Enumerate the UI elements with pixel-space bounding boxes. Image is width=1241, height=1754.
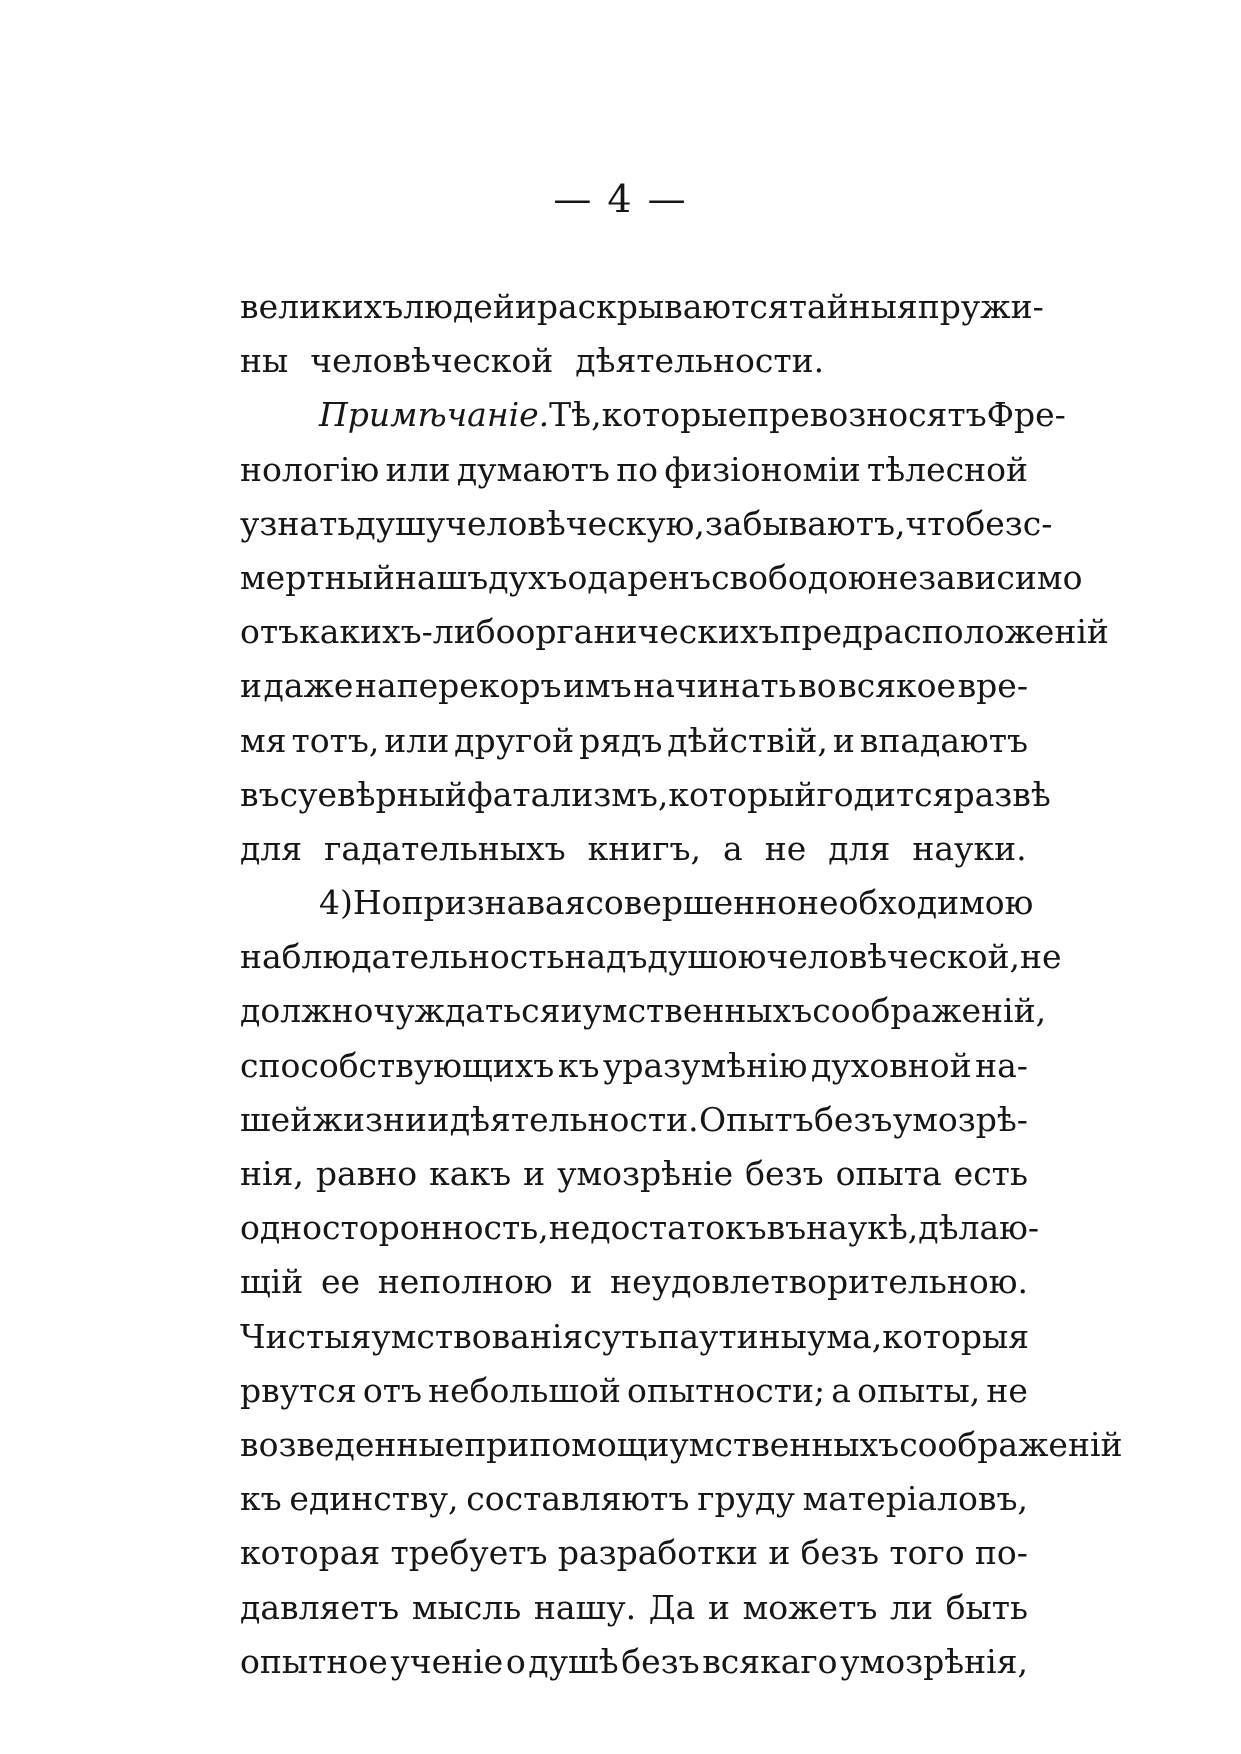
word: по — [616, 449, 659, 489]
text-line — [240, 984, 1047, 1038]
text-line — [240, 876, 1034, 930]
word: безъ — [621, 1641, 700, 1681]
word: нологію — [240, 449, 380, 489]
word: не — [764, 828, 807, 868]
word: разработки — [557, 1533, 759, 1573]
word: дѣлаю- — [918, 1208, 1040, 1248]
word: Да — [648, 1587, 696, 1627]
word: груду — [697, 1479, 795, 1519]
word: признавая — [401, 883, 586, 923]
word: по- — [974, 1533, 1028, 1573]
text-line — [240, 1472, 1028, 1526]
text-line — [240, 551, 1083, 605]
word: рядъ — [579, 720, 663, 760]
text-line — [240, 443, 1028, 497]
word: а — [723, 828, 743, 868]
word: нашу. — [533, 1587, 637, 1627]
word: Чистыя — [240, 1316, 372, 1356]
word: Но — [352, 883, 402, 923]
word: на- — [975, 1045, 1028, 1085]
word: имъ — [563, 666, 632, 706]
word: одаренъ — [567, 557, 712, 597]
word: въ — [240, 774, 280, 814]
word: безъ — [814, 1099, 893, 1139]
word: человѣческой — [310, 341, 554, 381]
word: и — [240, 666, 262, 706]
text-line — [240, 1364, 1028, 1418]
text-line — [240, 1635, 1028, 1689]
word: узнать — [240, 503, 356, 543]
word: и — [832, 720, 855, 760]
text-line — [240, 1093, 1028, 1147]
word: дѣятельности. — [575, 341, 825, 381]
text-line — [240, 768, 1051, 822]
word: умственныхъ — [669, 1424, 900, 1464]
word: и — [427, 1099, 450, 1139]
word: а — [831, 1370, 851, 1410]
word: людей — [403, 287, 515, 326]
word: опытности; — [627, 1370, 826, 1410]
word: жизни — [312, 1099, 427, 1139]
word: которая — [240, 1533, 381, 1573]
word: мертный — [240, 557, 395, 597]
text-line — [240, 1255, 1028, 1309]
word: паутины — [657, 1316, 807, 1356]
word: органическихъ — [515, 612, 780, 652]
word: вре- — [957, 666, 1028, 706]
word: того — [889, 1533, 965, 1573]
word: человѣческой, — [766, 937, 1020, 977]
word: какъ — [429, 1154, 512, 1193]
word: тайныя — [788, 287, 918, 326]
word: духовной — [810, 1045, 972, 1085]
text-line — [240, 930, 1062, 984]
word: всякое — [838, 666, 957, 706]
word: давляетъ — [240, 1587, 400, 1627]
word: духъ — [488, 557, 568, 597]
word: впадаютъ — [859, 720, 1028, 760]
word: человѣческую, — [445, 503, 705, 543]
word: Фре- — [986, 395, 1066, 435]
word: ли — [890, 1587, 933, 1627]
word: годится — [816, 774, 954, 814]
word: тотъ, — [291, 720, 380, 760]
word: умственныхъ — [582, 991, 813, 1031]
word: надъ — [564, 937, 648, 977]
word: нія, — [240, 1154, 304, 1193]
word: умозрѣнія, — [840, 1641, 1028, 1681]
word: думаютъ — [456, 449, 610, 489]
word: во — [798, 666, 837, 706]
word: составляютъ — [466, 1479, 690, 1519]
word: Примѣчаніе. — [319, 395, 550, 435]
word: нашъ — [394, 557, 489, 597]
word: и — [560, 991, 583, 1031]
word: умствованія — [371, 1316, 584, 1356]
word: даже — [263, 666, 354, 706]
word: соображеній, — [812, 991, 1047, 1031]
word: душою — [647, 937, 767, 977]
word: развѣ — [953, 774, 1051, 814]
text-line — [240, 714, 1028, 768]
word: дѣйствій, — [667, 720, 828, 760]
word: гадательныхъ — [324, 828, 566, 868]
word: умозрѣніе — [557, 1154, 734, 1193]
word: къ — [557, 1045, 600, 1085]
word: превозносятъ — [747, 395, 987, 435]
word: уразумѣнію — [602, 1045, 808, 1085]
text-line — [240, 1310, 1028, 1364]
word: совершенно — [585, 883, 798, 923]
word: суевѣрный — [279, 774, 467, 814]
word: быть — [945, 1587, 1028, 1627]
word: недостатокъ — [548, 1208, 767, 1248]
word: тѣлесной — [866, 449, 1028, 489]
word: душѣ — [528, 1641, 619, 1681]
word: шей — [240, 1099, 313, 1139]
word: начинать — [633, 666, 797, 706]
word: для — [240, 828, 303, 868]
word: въ — [766, 1208, 807, 1248]
word: фатализмъ, — [466, 774, 669, 814]
word: ума, — [806, 1316, 883, 1356]
word: или — [384, 720, 450, 760]
word: чуждаться — [373, 991, 561, 1031]
word: дѣятельности. — [449, 1099, 699, 1139]
word: что — [905, 503, 966, 543]
text-line — [240, 1147, 1028, 1201]
word: матеріаловъ, — [802, 1479, 1028, 1519]
word: не — [986, 1370, 1028, 1410]
word: опыта — [835, 1154, 942, 1193]
word: при — [464, 1424, 530, 1464]
word: наблюдательность — [240, 937, 565, 977]
word: единству, — [289, 1479, 459, 1519]
word: забываютъ, — [704, 503, 906, 543]
word: небольшой — [428, 1370, 621, 1410]
word: всякаго — [702, 1641, 838, 1681]
word: можетъ — [742, 1587, 878, 1627]
word: должно — [240, 991, 374, 1031]
word: опыты, — [857, 1370, 981, 1410]
text-line — [240, 822, 1028, 876]
word: къ — [240, 1479, 282, 1519]
word: равно — [315, 1154, 418, 1193]
word: и — [768, 1533, 791, 1573]
word: независимо — [876, 557, 1083, 597]
word: возведенные — [240, 1424, 465, 1464]
word: который — [668, 774, 817, 814]
text-line — [240, 334, 1028, 388]
word: другой — [454, 720, 575, 760]
text-line — [240, 1581, 1028, 1635]
text-line — [240, 659, 1028, 713]
word: не — [1019, 937, 1062, 977]
word: предрасположеній — [779, 612, 1109, 652]
text-line — [240, 1418, 1123, 1472]
word: ученіе — [390, 1641, 504, 1681]
word: опытное — [240, 1641, 388, 1681]
text-line — [240, 280, 1044, 334]
word: односторонность, — [240, 1208, 549, 1248]
word: ны — [240, 341, 289, 381]
word: помощи — [529, 1424, 670, 1464]
word: безъ — [800, 1533, 880, 1573]
word: есть — [953, 1154, 1028, 1193]
word: великихъ — [240, 287, 404, 326]
word: свободою — [711, 557, 877, 597]
word: которыя — [882, 1316, 1030, 1356]
word: книгъ, — [587, 828, 702, 868]
word: безъ — [745, 1154, 824, 1193]
page-number: — 4 — — [553, 177, 688, 221]
word: Тѣ, — [549, 395, 602, 435]
text-line — [240, 1039, 1028, 1093]
word: мя — [240, 720, 287, 760]
word: мысль — [411, 1587, 522, 1627]
word: рвутся — [240, 1370, 357, 1410]
word: и — [570, 1262, 593, 1302]
word: умозрѣ- — [892, 1099, 1028, 1139]
word: неудовлетворительною. — [610, 1262, 1028, 1302]
word: способствующихъ — [240, 1045, 555, 1085]
word: требуетъ — [390, 1533, 548, 1573]
text-line — [240, 388, 1066, 442]
word: безс- — [965, 503, 1053, 543]
word: отъ — [240, 612, 300, 652]
word: которые — [601, 395, 748, 435]
body-text — [240, 280, 1123, 1689]
word: неполною — [377, 1262, 553, 1302]
word: 4) — [319, 883, 353, 923]
text-line — [240, 605, 1109, 659]
word: о — [505, 1641, 526, 1681]
word: наукѣ, — [806, 1208, 919, 1248]
text-line — [240, 1526, 1028, 1580]
word: науки. — [912, 828, 1027, 868]
word: наперекоръ — [354, 666, 562, 706]
word: соображеній — [899, 1424, 1123, 1464]
word: душу — [355, 503, 446, 543]
word: или — [385, 449, 451, 489]
word: Опытъ — [699, 1099, 814, 1139]
word: и — [514, 287, 537, 326]
text-line — [240, 1201, 1040, 1255]
word: суть — [583, 1316, 658, 1356]
word: и — [523, 1154, 546, 1193]
word: щій — [240, 1262, 304, 1302]
word: раскрываются — [536, 287, 789, 326]
word: физіономіи — [664, 449, 861, 489]
word: какихъ-либо — [299, 612, 516, 652]
word: пружи- — [917, 287, 1044, 326]
text-line — [240, 497, 1053, 551]
word: отъ — [362, 1370, 422, 1410]
word: для — [828, 828, 891, 868]
word: и — [707, 1587, 730, 1627]
word: необходимою — [797, 883, 1034, 923]
word: ее — [320, 1262, 361, 1302]
